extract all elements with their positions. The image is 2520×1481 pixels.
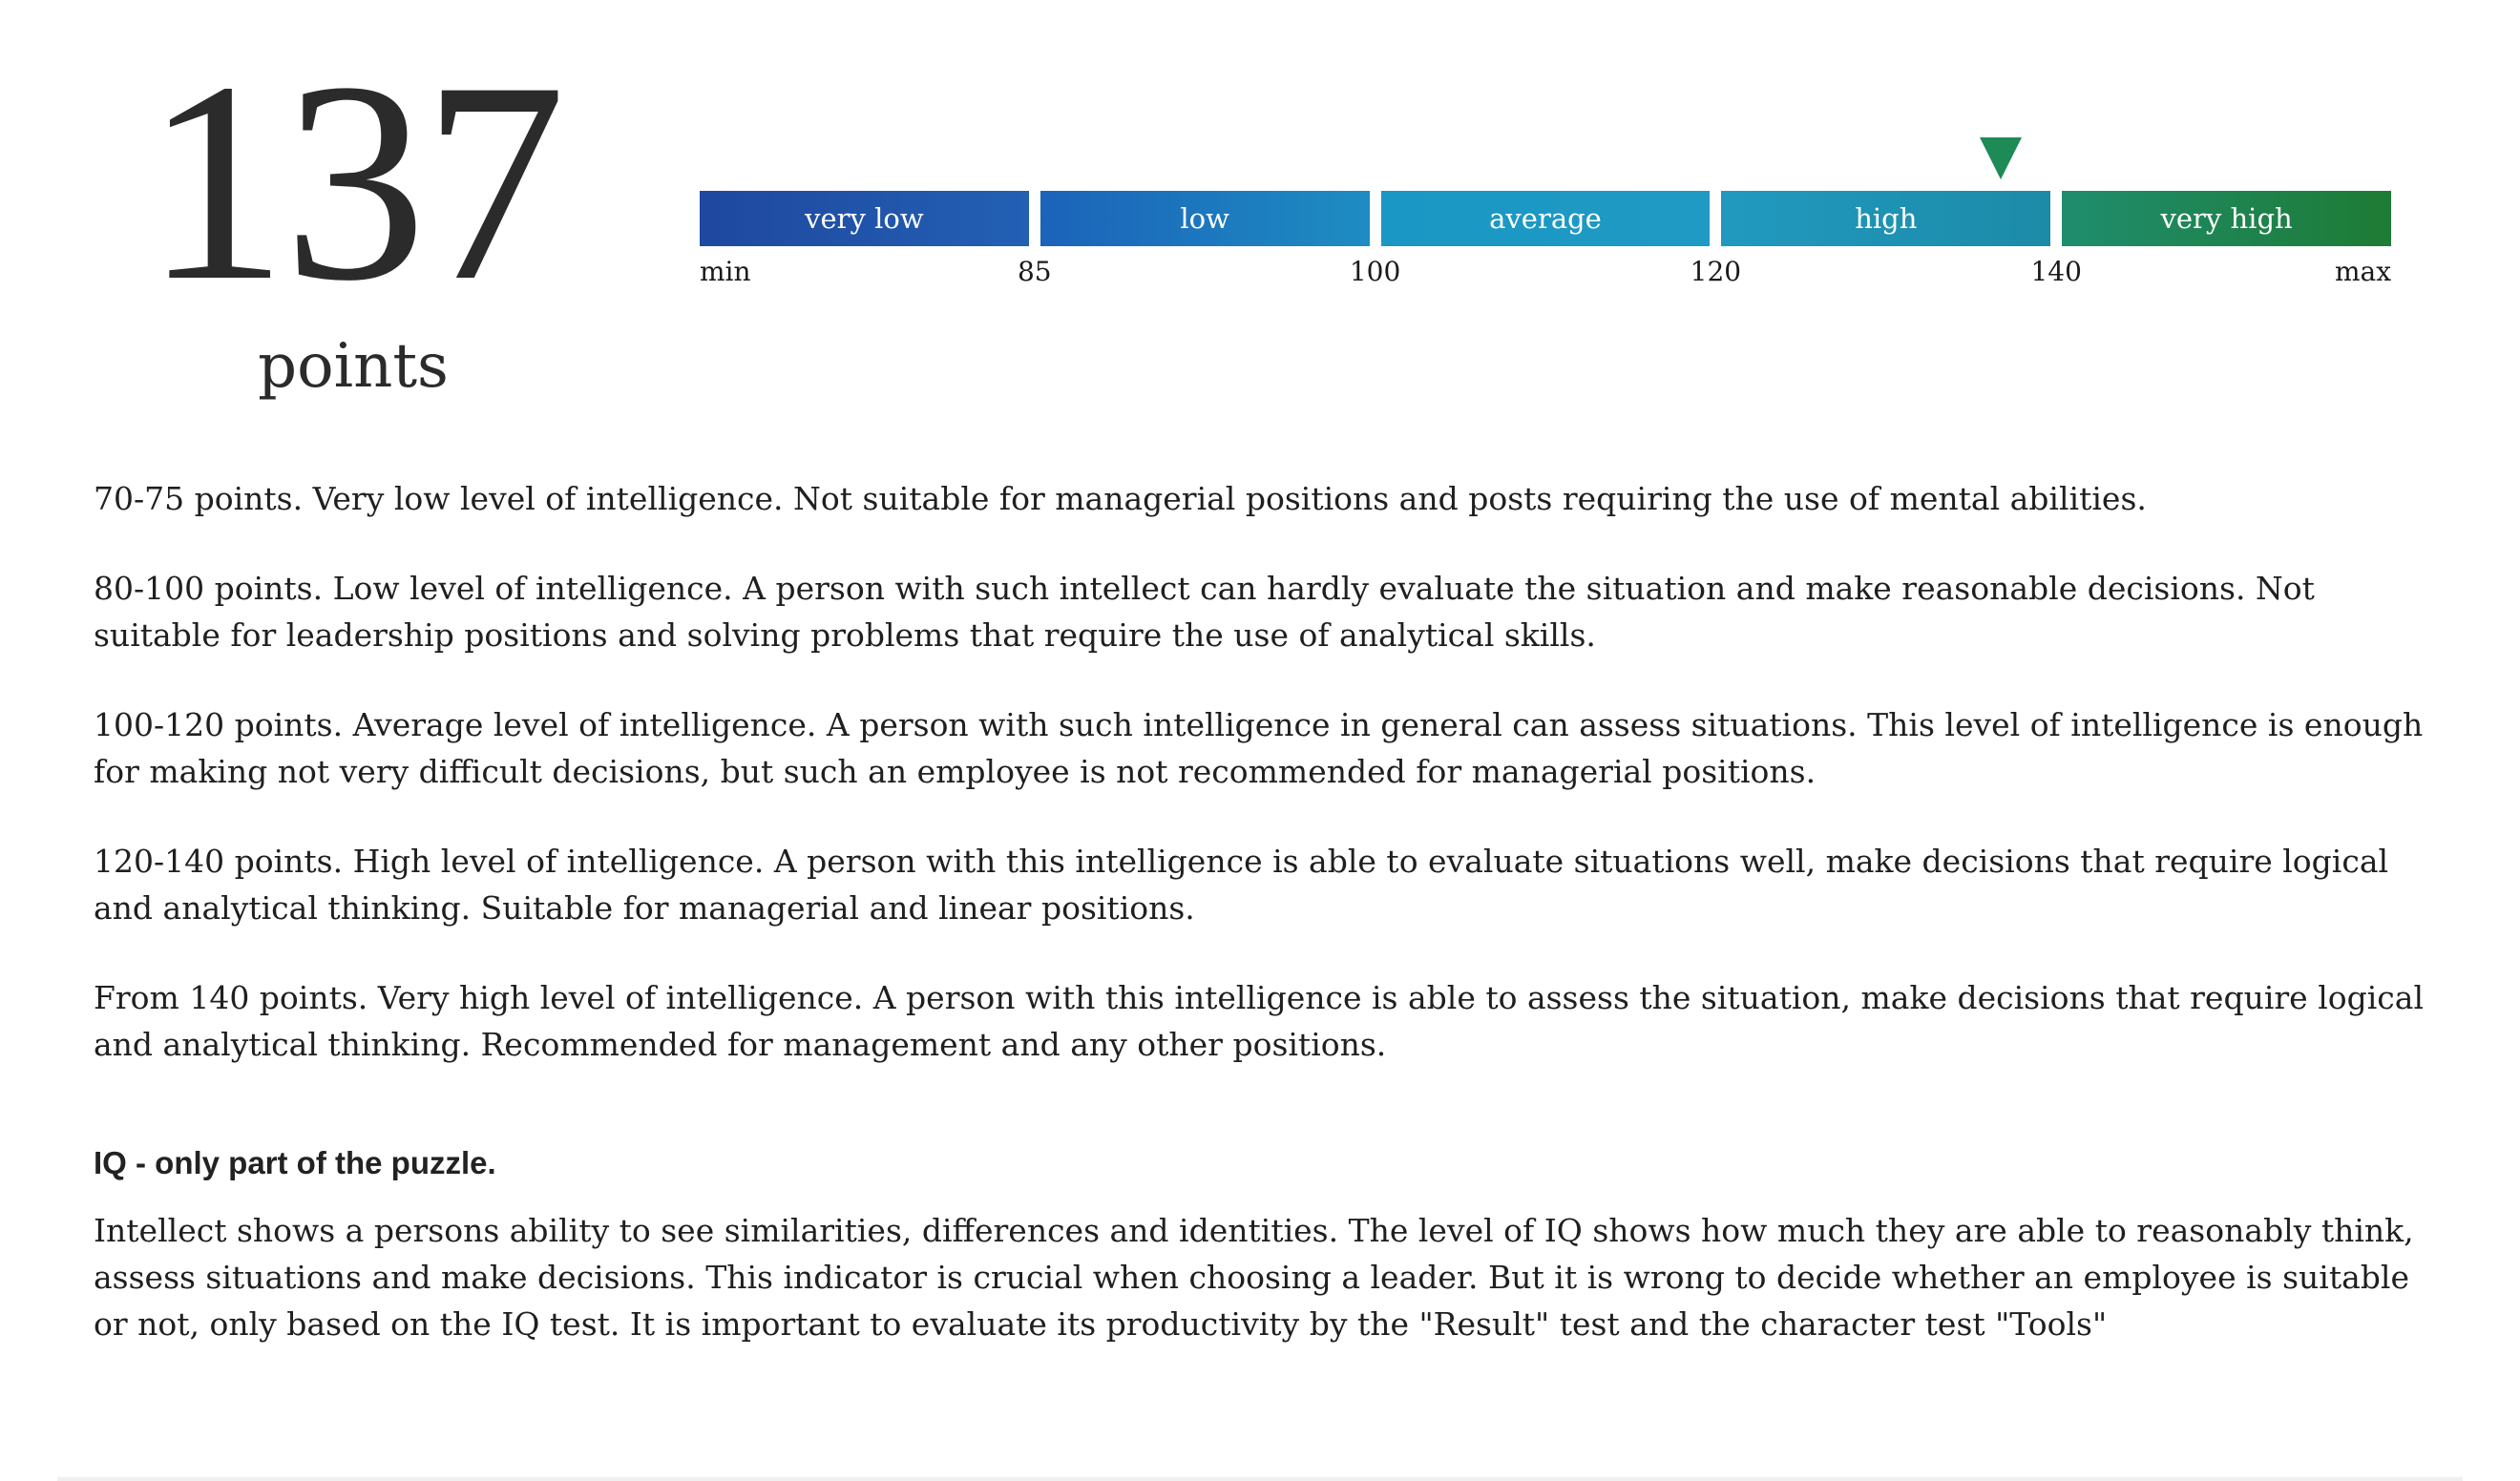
range-description-low: 80-100 points. Low level of intelligence. A person with such intellect can hardly evaluate the situation and make reasonable decisions. Not suitable for leadership positions and solving problems that require the use of analytical skills. — [94, 570, 2315, 654]
scale-bands — [700, 191, 2391, 246]
score-marker-icon — [1980, 137, 2022, 179]
puzzle-text: Intellect shows a persons ability to see similarities, differences and identities. The level of IQ shows how much they are able to reasonably think, assess situations and make decisions. This indicator is crucial when choosing a leader. But it is wrong to decide whether an employee is suitable or not, only based on the IQ test. It is important to evaluate its productivity by the "Result" test and the character test "Tools" — [94, 1212, 2414, 1343]
tick-min: min — [700, 256, 751, 287]
puzzle-heading: IQ - only part of the puzzle. — [94, 1145, 496, 1180]
iq-scale — [700, 134, 2391, 296]
tick-140: 140 — [2030, 256, 2082, 287]
band-very-low: very low — [700, 191, 1029, 246]
score-display — [105, 23, 601, 405]
range-description-very-low: 70-75 points. Very low level of intelligence. Not suitable for managerial positions and posts requiring the use of mental abilities. — [94, 480, 2147, 517]
scale-ticks — [700, 256, 2391, 294]
band-high: high — [1721, 191, 2050, 246]
range-description-high: 120-140 points. High level of intelligence. A person with this intelligence is able to evaluate situations well, make decisions that require logical and analytical thinking. Suitable for managerial and linear positions. — [94, 843, 2389, 927]
tick-max: max — [2334, 256, 2391, 287]
bottom-divider — [57, 1477, 2463, 1481]
tick-100: 100 — [1349, 256, 1401, 287]
score-unit: points — [258, 331, 449, 402]
range-description-average: 100-120 points. Average level of intelligence. A person with such intelligence in general can assess situations. This level of intelligence is enough for making not very difficult decisions, but such an employee is not recommended for managerial positions. — [94, 706, 2424, 790]
band-very-high: very high — [2062, 191, 2391, 246]
description-content — [94, 475, 2442, 1390]
band-average: average — [1381, 191, 1711, 246]
tick-85: 85 — [1017, 256, 1052, 287]
score-value: 137 — [144, 23, 562, 340]
tick-120: 120 — [1690, 256, 1742, 287]
range-description-very-high: From 140 points. Very high level of intelligence. A person with this intelligence is able to assess the situation, make decisions that require logical and analytical thinking. Recommended for management and any other positions. — [94, 979, 2425, 1063]
band-low: low — [1040, 191, 1370, 246]
